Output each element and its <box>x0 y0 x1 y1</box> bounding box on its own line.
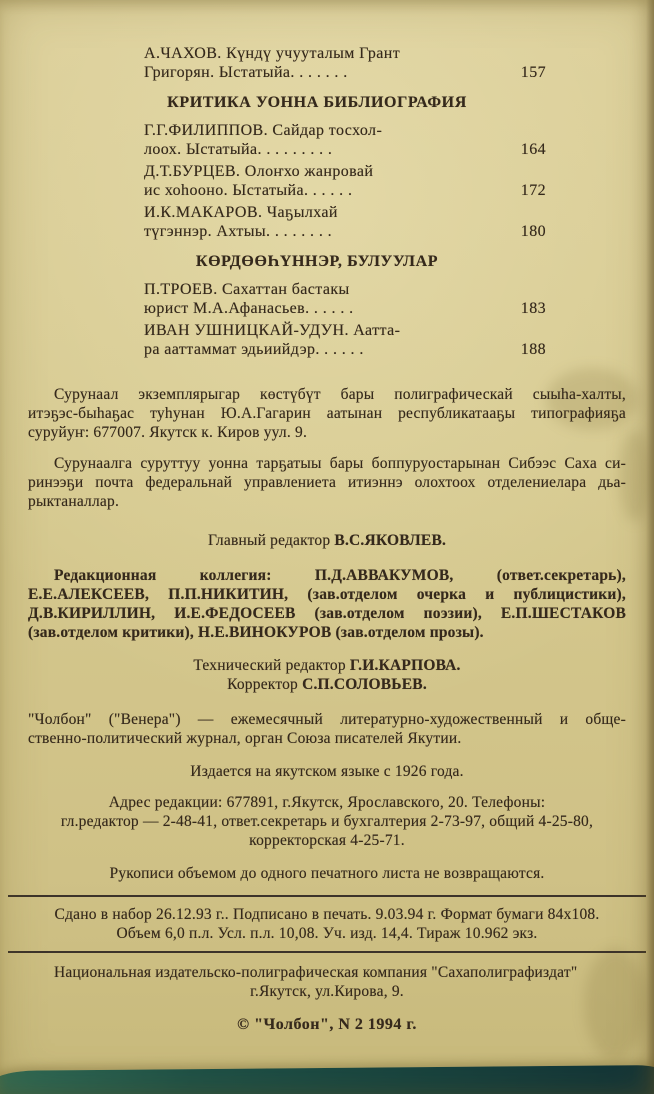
toc-page-number: 183 <box>520 300 546 317</box>
technical-editor-line <box>28 656 626 675</box>
address-line: корректорская 4-25-71. <box>249 832 405 849</box>
toc-page-number: 157 <box>520 64 546 81</box>
journal-description <box>28 710 626 748</box>
table-of-contents <box>144 44 546 359</box>
print-data-line: Объем 6,0 п.л. Усл. п.л. 10,08. Уч. изд. 14,4. Тираж 10.962 экз. <box>116 925 538 942</box>
technical-editor-label: Технический редактор <box>193 657 346 674</box>
colophon <box>28 385 626 1034</box>
toc-line: ис хоһооно. Ыстатыйа. . . . . . <box>144 182 353 199</box>
toc-page-number: 180 <box>520 223 546 240</box>
toc-entry-text <box>144 203 490 241</box>
toc-line: Григорян. Ыстатыйа. . . . . . . <box>144 64 348 81</box>
toc-page-number: 188 <box>520 341 546 358</box>
toc-entry-text <box>144 321 490 359</box>
section-heading-criticism-bibliography: КРИТИКА УОННА БИБЛИОГРАФИЯ <box>167 94 467 111</box>
toc-line: Г.Г.ФИЛИППОВ. Сайдар тосхол- <box>144 122 383 139</box>
toc-entry <box>144 121 546 159</box>
toc-line: лоох. Ыстатыйа. . . . . . . . . <box>144 141 333 158</box>
toc-entry-text <box>144 162 490 200</box>
toc-entry <box>144 162 546 200</box>
toc-line: А.ЧАХОВ. Күндү учууталым Грант <box>144 45 401 62</box>
board-line: (зав.отделом критики), Н.Е.ВИНОКУРОВ (зав.отделом прозы). <box>28 624 484 641</box>
toc-entry-text <box>144 44 490 82</box>
address-block <box>28 793 626 850</box>
toc-line: түгэннэр. Ахтыы. . . . . . . . <box>144 223 333 240</box>
paragraph-line: суруйуҥ: 677007. Якутск к. Киров уул. 9. <box>28 424 308 441</box>
corrector-line <box>28 675 626 694</box>
paragraph-line: ринээҕи почта федеральнай управлениета итиэннэ олохтоох отделениелара дьа- <box>28 474 626 491</box>
toc-entry <box>144 203 546 241</box>
board-line: Е.Е.АЛЕКСЕЕВ, П.П.НИКИТИН, (зав.отделом очерка и публицистики), <box>28 586 626 603</box>
technical-editor-name: Г.И.КАРПОВА. <box>349 657 461 674</box>
paragraph-line: Сурунаал экземплярыгар көстүбүт бары полиграфическай сыыһа-халты, <box>54 386 626 403</box>
toc-line: ра ааттаммат эдьиийдэр. . . . . . <box>144 341 364 358</box>
toc-line: И.К.МАКАРОВ. Чаҕылхай <box>144 204 338 221</box>
chief-editor-line <box>28 531 626 550</box>
print-errors-paragraph <box>28 385 626 442</box>
chief-editor-label: Главный редактор <box>207 532 331 549</box>
section-heading-findings: КӨРДӨӨҺҮННЭР, БУЛУУЛАР <box>195 253 439 270</box>
published-since-line: Издается на якутском языке с 1926 года. <box>190 763 464 780</box>
horizontal-rule <box>8 895 646 897</box>
subscription-paragraph <box>28 454 626 511</box>
toc-line: П.ТРОЕВ. Сахаттан бастакы <box>144 281 350 298</box>
horizontal-rule <box>8 951 646 953</box>
toc-entry-text <box>144 280 490 318</box>
print-data-block <box>28 905 626 943</box>
editorial-board <box>28 566 626 642</box>
paragraph-line: ственно-политический журнал, орган Союза писателей Якутии. <box>28 730 462 747</box>
corrector-label: Корректор <box>227 676 298 693</box>
toc-entry-text <box>144 121 490 159</box>
toc-line: Д.Т.БУРЦЕВ. Олоҥхо жанровай <box>144 163 374 180</box>
print-data-line: Сдано в набор 26.12.93 г.. Подписано в печать. 9.03.94 г. Формат бумаги 84х108. <box>54 906 600 923</box>
publisher-block <box>28 963 626 1001</box>
chief-editor-name: В.С.ЯКОВЛЕВ. <box>334 532 447 549</box>
paragraph-line: "Чолбон" ("Венера") — ежемесячный литературно-художественный и обще- <box>28 711 626 728</box>
page-edge-shadow <box>646 0 654 1094</box>
scan-background-strip <box>0 1065 654 1094</box>
corrector-name: С.П.СОЛОВЬЕВ. <box>302 676 427 693</box>
toc-line: юрист М.А.Афанасьев. . . . . . <box>144 300 354 317</box>
paragraph-line: Сурунаалга суруттуу уонна тарҕатыы бары боппуруостарынан Сибээс Саха си- <box>54 455 626 472</box>
paragraph-line: рыктаналлар. <box>28 493 120 510</box>
toc-line: ИВАН УШНИЦКАЙ-УДУН. Аатта- <box>144 322 401 339</box>
copyright-line: © "Чолбон", N 2 1994 г. <box>237 1016 417 1033</box>
manuscripts-note: Рукописи объемом до одного печатного листа не возвращаются. <box>109 865 545 882</box>
toc-page-number: 164 <box>520 141 546 158</box>
address-line: гл.редактор — 2-48-41, ответ.секретарь и бухгалтерия 2-73-97, общий 4-25-80, <box>60 813 594 830</box>
paragraph-line: итэҕэс-быһаҕас туһунан Ю.А.Гагарин аатынан республикатааҕы типографияҕа <box>28 405 626 422</box>
toc-entry <box>144 321 546 359</box>
toc-entry <box>144 44 546 82</box>
board-line: Д.В.КИРИЛЛИН, И.Е.ФЕДОСЕЕВ (зав.отделом поэзии), Е.П.ШЕСТАКОВ <box>28 605 626 622</box>
board-line: Редакционная коллегия: П.Д.АВВАКУМОВ, (ответ.секретарь), <box>54 567 626 584</box>
toc-page-number: 172 <box>520 182 546 199</box>
toc-entry <box>144 280 546 318</box>
publisher-line: г.Якутск, ул.Кирова, 9. <box>250 983 404 1000</box>
publisher-line: Национальная издательско-полиграфическая компания "Сахаполиграфиздат" <box>54 964 578 981</box>
address-line: Адрес редакции: 677891, г.Якутск, Ярославского, 20. Телефоны: <box>108 794 546 811</box>
